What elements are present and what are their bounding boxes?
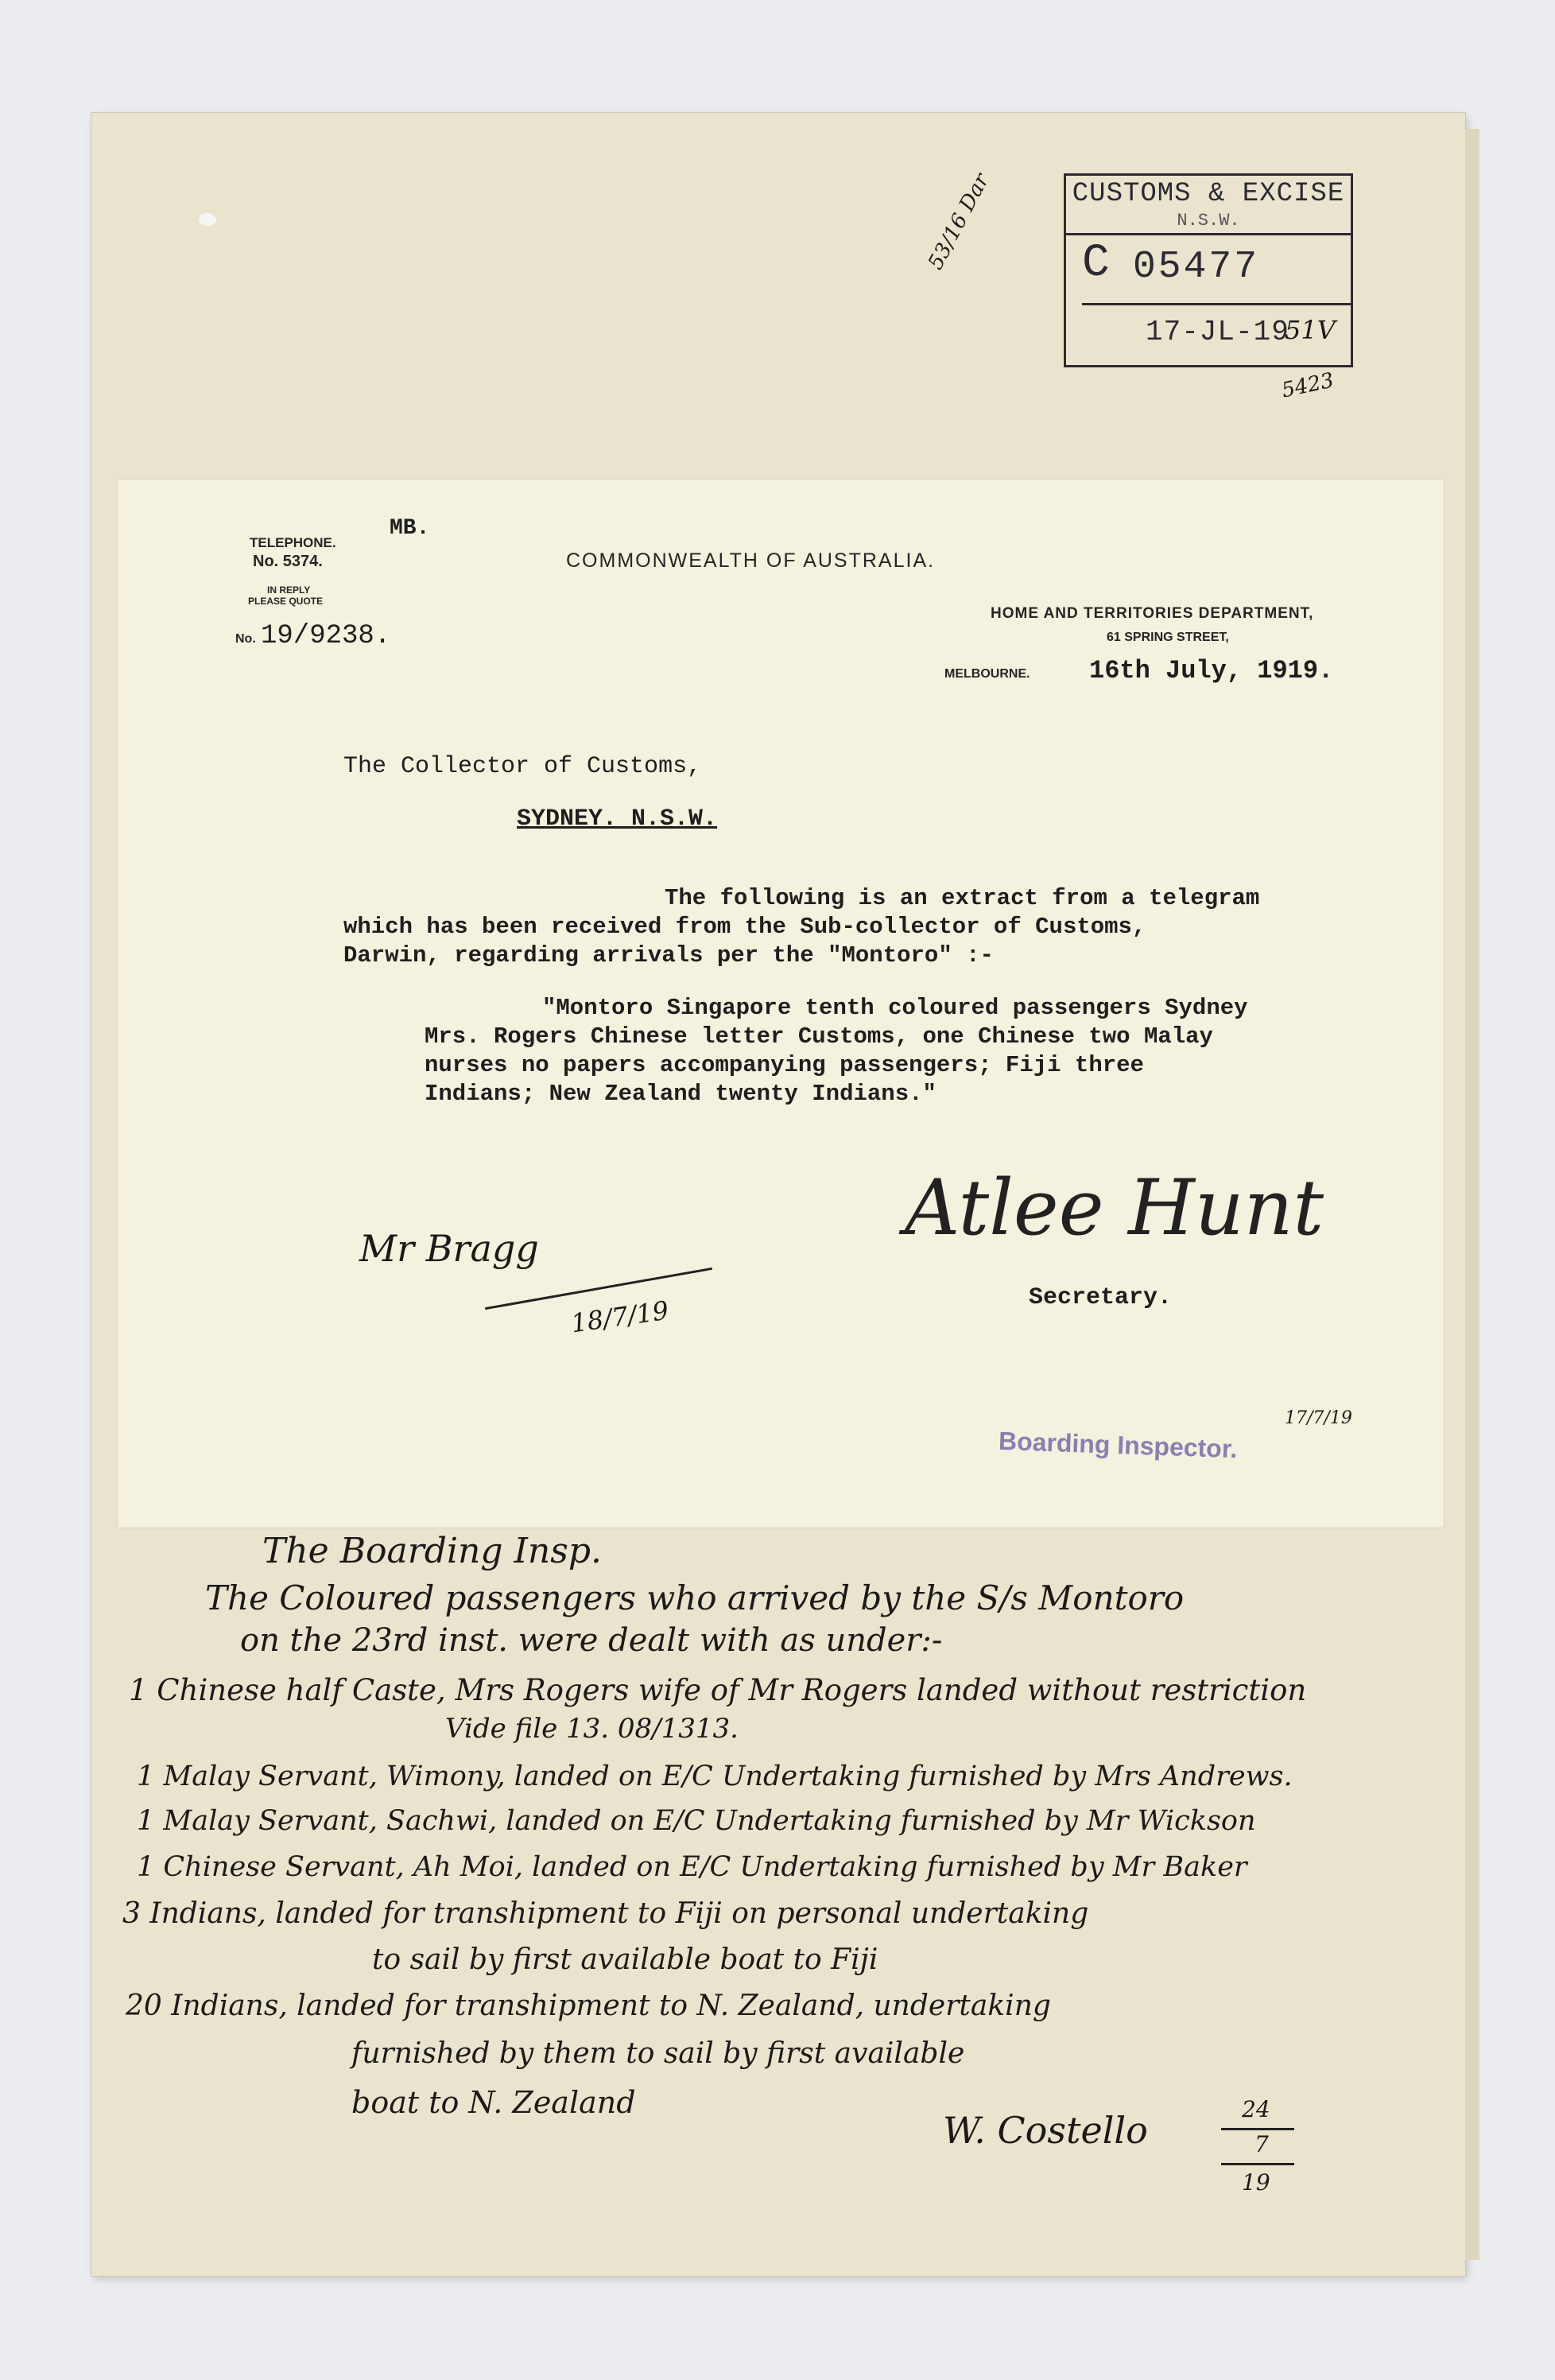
addressee: The Collector of Customs,: [343, 753, 702, 780]
stamp-letter: C: [1082, 238, 1110, 289]
quote-prefix: No.: [235, 632, 256, 646]
department: HOME AND TERRITORIES DEPARTMENT,: [991, 605, 1314, 622]
costello-signature: W. Costello: [943, 2109, 1148, 2152]
minute-name: Mr Bragg: [359, 1227, 539, 1270]
reply-line-1: IN REPLY: [267, 584, 311, 596]
letterhead-title: COMMONWEALTH OF AUSTRALIA.: [566, 549, 936, 572]
intro-line-2: which has been received from the Sub-collector of Customs,: [343, 914, 1146, 940]
telephone-label: TELEPHONE.: [250, 535, 336, 550]
hw-line-8: 1 Chinese Servant, Ah Moi, landed on E/C Undertaking furnished by Mr Baker: [137, 1851, 1247, 1883]
reply-line-2: PLEASE QUOTE: [248, 596, 324, 607]
letter-sheet: [118, 479, 1444, 1528]
hw-line-11: 20 Indians, landed for transhipment to N. Zealand, undertaking: [126, 1990, 1051, 2022]
costello-date-line-1: [1221, 2128, 1294, 2130]
costello-date-line-2: [1221, 2163, 1294, 2165]
punch-hole: [199, 213, 216, 226]
hw-line-12: furnished by them to sail by first available: [351, 2037, 965, 2070]
side-note: 53/16 Dar: [924, 169, 995, 274]
stamp-divider: [1066, 233, 1351, 235]
street: 61 SPRING STREET,: [1107, 631, 1229, 644]
costello-date-year: 19: [1242, 2169, 1270, 2196]
letter-date: 16th July, 1919.: [1089, 656, 1334, 685]
quote-line-4: Indians; New Zealand twenty Indians.": [425, 1081, 936, 1107]
quote-line-3: nurses no papers accompanying passengers; Fiji three: [425, 1052, 1144, 1078]
stamp-number: 05477: [1133, 246, 1260, 289]
stamp-year-handwritten: 51V: [1285, 315, 1336, 345]
quote-line-2: Mrs. Rogers Chinese letter Customs, one Chinese two Malay: [425, 1023, 1213, 1050]
costello-date-day: 24: [1242, 2096, 1270, 2122]
below-note: 5423: [1279, 368, 1336, 403]
hw-line-5: Vide file 13. 08/1313.: [445, 1713, 739, 1745]
intro-line-3: Darwin, regarding arrivals per the "Montoro" :-: [343, 942, 994, 969]
hw-line-2: The Coloured passengers who arrived by the S/s Montoro: [205, 1578, 1185, 1617]
hw-line-4: 1 Chinese half Caste, Mrs Rogers wife of Mr Rogers landed without restriction: [129, 1673, 1307, 1707]
secretary-title: Secretary.: [1029, 1284, 1173, 1311]
hw-line-7: 1 Malay Servant, Sachwi, landed on E/C Undertaking furnished by Mr Wickson: [137, 1805, 1256, 1837]
stamp-title: CUSTOMS & EXCISE: [1072, 179, 1345, 209]
hw-line-6: 1 Malay Servant, Wimony, landed on E/C Undertaking furnished by Mrs Andrews.: [137, 1761, 1293, 1792]
hw-line-10: to sail by first available boat to Fiji: [372, 1943, 878, 1976]
boarding-inspector-stamp: Boarding Inspector.: [998, 1426, 1239, 1464]
hw-line-9: 3 Indians, landed for transhipment to Fiji on personal undertaking: [122, 1897, 1089, 1930]
telephone-number: No. 5374.: [253, 553, 323, 570]
city: MELBOURNE.: [944, 667, 1030, 681]
minute-line: [485, 1268, 712, 1310]
hw-line-3: on the 23rd inst. were dealt with as under:-: [240, 1622, 943, 1659]
addressee-city: SYDNEY. N.S.W.: [517, 806, 718, 833]
stamp-divider-2: [1082, 303, 1351, 305]
mb-initials: MB.: [390, 516, 430, 541]
secretary-signature: Atlee Hunt: [905, 1163, 1324, 1252]
stamp-date: 17-JL-19: [1146, 316, 1289, 348]
boarding-stamp-date: 17/7/19: [1285, 1408, 1352, 1428]
hw-line-1: The Boarding Insp.: [262, 1531, 602, 1571]
stamp-subtitle: N.S.W.: [1177, 211, 1240, 231]
quote-number: 19/9238.: [261, 621, 391, 651]
hw-line-13: boat to N. Zealand: [351, 2085, 636, 2120]
minute-date: 18/7/19: [568, 1295, 671, 1339]
intro-line-1: The following is an extract from a telegram: [665, 885, 1260, 911]
costello-date-month: 7: [1254, 2131, 1269, 2157]
quote-line-1: "Montoro Singapore tenth coloured passengers Sydney: [542, 995, 1248, 1021]
